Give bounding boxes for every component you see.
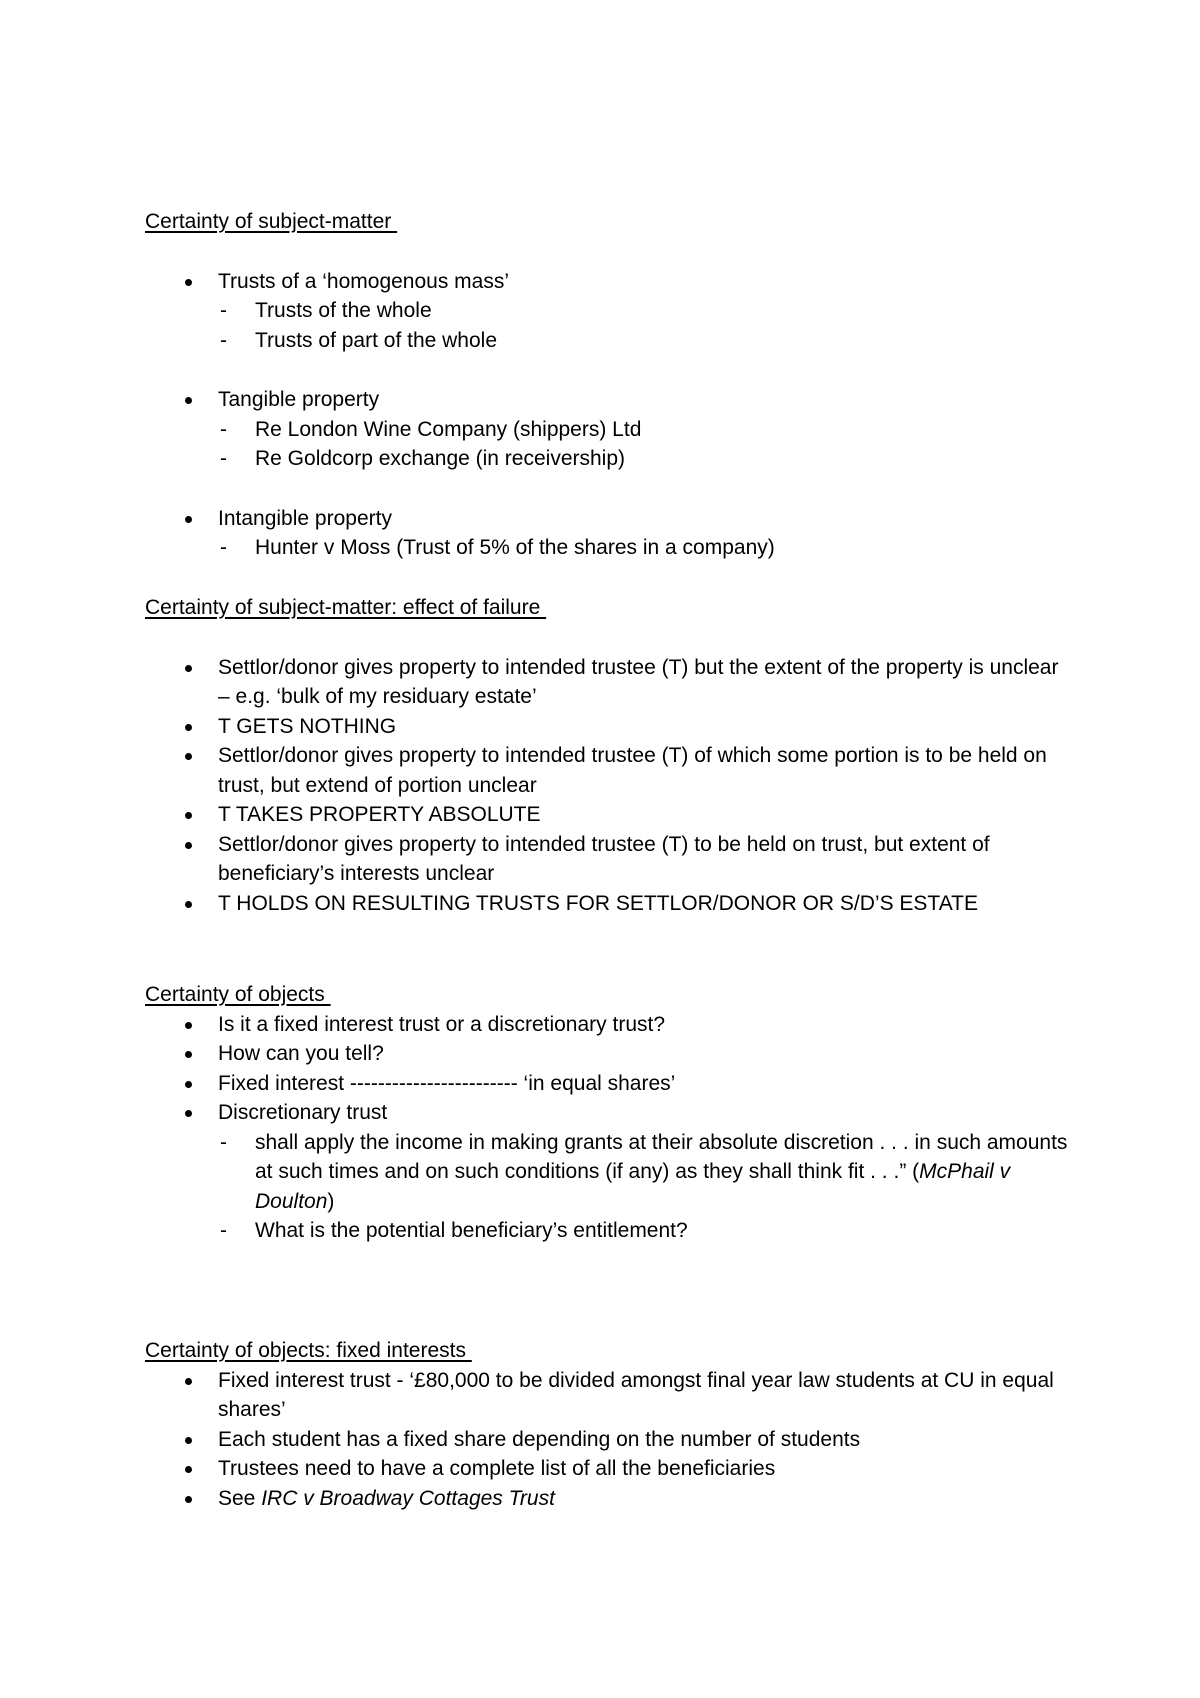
list-item (145, 385, 1075, 474)
section-heading: Certainty of objects: fixed interests (145, 1339, 472, 1362)
list-item-text: See (218, 1486, 262, 1510)
case-citation: IRC v Broadway Cottages Trust (261, 1486, 555, 1510)
case-citation: McPhail v Doulton (255, 1160, 1011, 1213)
sub-list (145, 296, 1075, 355)
bullet-list (145, 385, 1075, 474)
bullet-list (145, 653, 1075, 919)
list-item: Settlor/donor gives property to intended trustee (T) of which some portion is to be held on trust, but extend of portion unclear (145, 741, 1075, 800)
sub-list (145, 1128, 1075, 1246)
sub-list (145, 415, 1075, 474)
section-heading: Certainty of subject-matter: effect of failure (145, 596, 547, 619)
list-item-text: Intangible property (218, 506, 392, 530)
list-item: T GETS NOTHING (145, 712, 1075, 742)
list-item (145, 267, 1075, 356)
bullet-list (145, 504, 1075, 563)
section-heading: Certainty of subject-matter (145, 210, 398, 233)
list-item: Is it a fixed interest trust or a discretionary trust? (145, 1010, 1075, 1040)
sub-list-item (145, 1128, 1075, 1217)
sub-list-item: - What is the potential beneficiary’s entitlement? (145, 1216, 1075, 1246)
list-item: Fixed interest ------------------------ ‘in equal shares’ (145, 1069, 1075, 1099)
section-fixed-interests (145, 1336, 1075, 1513)
bullet-list (145, 267, 1075, 356)
list-item: T TAKES PROPERTY ABSOLUTE (145, 800, 1075, 830)
quote-text: shall apply the income in making grants at their absolute discretion . . . in such amounts at such times and on such conditions (if any) as they shall think fit . . .” ( (255, 1130, 1068, 1183)
sub-list-item: - Trusts of part of the whole (145, 326, 1075, 356)
section-certainty-of-objects (145, 980, 1075, 1246)
list-item (145, 1484, 1075, 1514)
list-item (145, 504, 1075, 563)
sub-list-item: - Re London Wine Company (shippers) Ltd (145, 415, 1075, 445)
list-item: How can you tell? (145, 1039, 1075, 1069)
closing-paren: ) (327, 1189, 335, 1213)
section-subject-matter (145, 207, 1075, 563)
sub-list-item: - Hunter v Moss (Trust of 5% of the shares in a company) (145, 533, 1075, 563)
list-item-text: Tangible property (218, 388, 380, 411)
list-item: Settlor/donor gives property to intended trustee (T) but the extent of the property is unclear – e.g. ‘bulk of my residuary estate’ (145, 653, 1075, 712)
list-item-text: Discretionary trust (218, 1101, 388, 1124)
bullet-list (145, 1366, 1075, 1514)
list-item-text: Trusts of a ‘homogenous mass’ (218, 269, 510, 293)
bullet-list (145, 1010, 1075, 1246)
section-effect-of-failure (145, 593, 1075, 918)
section-heading: Certainty of objects (145, 983, 331, 1006)
sub-list (145, 533, 1075, 563)
sub-list-item: - Re Goldcorp exchange (in receivership) (145, 444, 1075, 474)
list-item: Each student has a fixed share depending on the number of students (145, 1425, 1075, 1455)
list-item: T HOLDS ON RESULTING TRUSTS FOR SETTLOR/DONOR OR S/D’S ESTATE (145, 889, 1075, 919)
list-item: Settlor/donor gives property to intended trustee (T) to be held on trust, but extent of beneficiary’s interests unclear (145, 830, 1075, 889)
list-item (145, 1098, 1075, 1246)
sub-list-item: - Trusts of the whole (145, 296, 1075, 326)
list-item: Fixed interest trust - ‘£80,000 to be divided amongst final year law students at CU in equal shares’ (145, 1366, 1075, 1425)
list-item: Trustees need to have a complete list of all the beneficiaries (145, 1454, 1075, 1484)
